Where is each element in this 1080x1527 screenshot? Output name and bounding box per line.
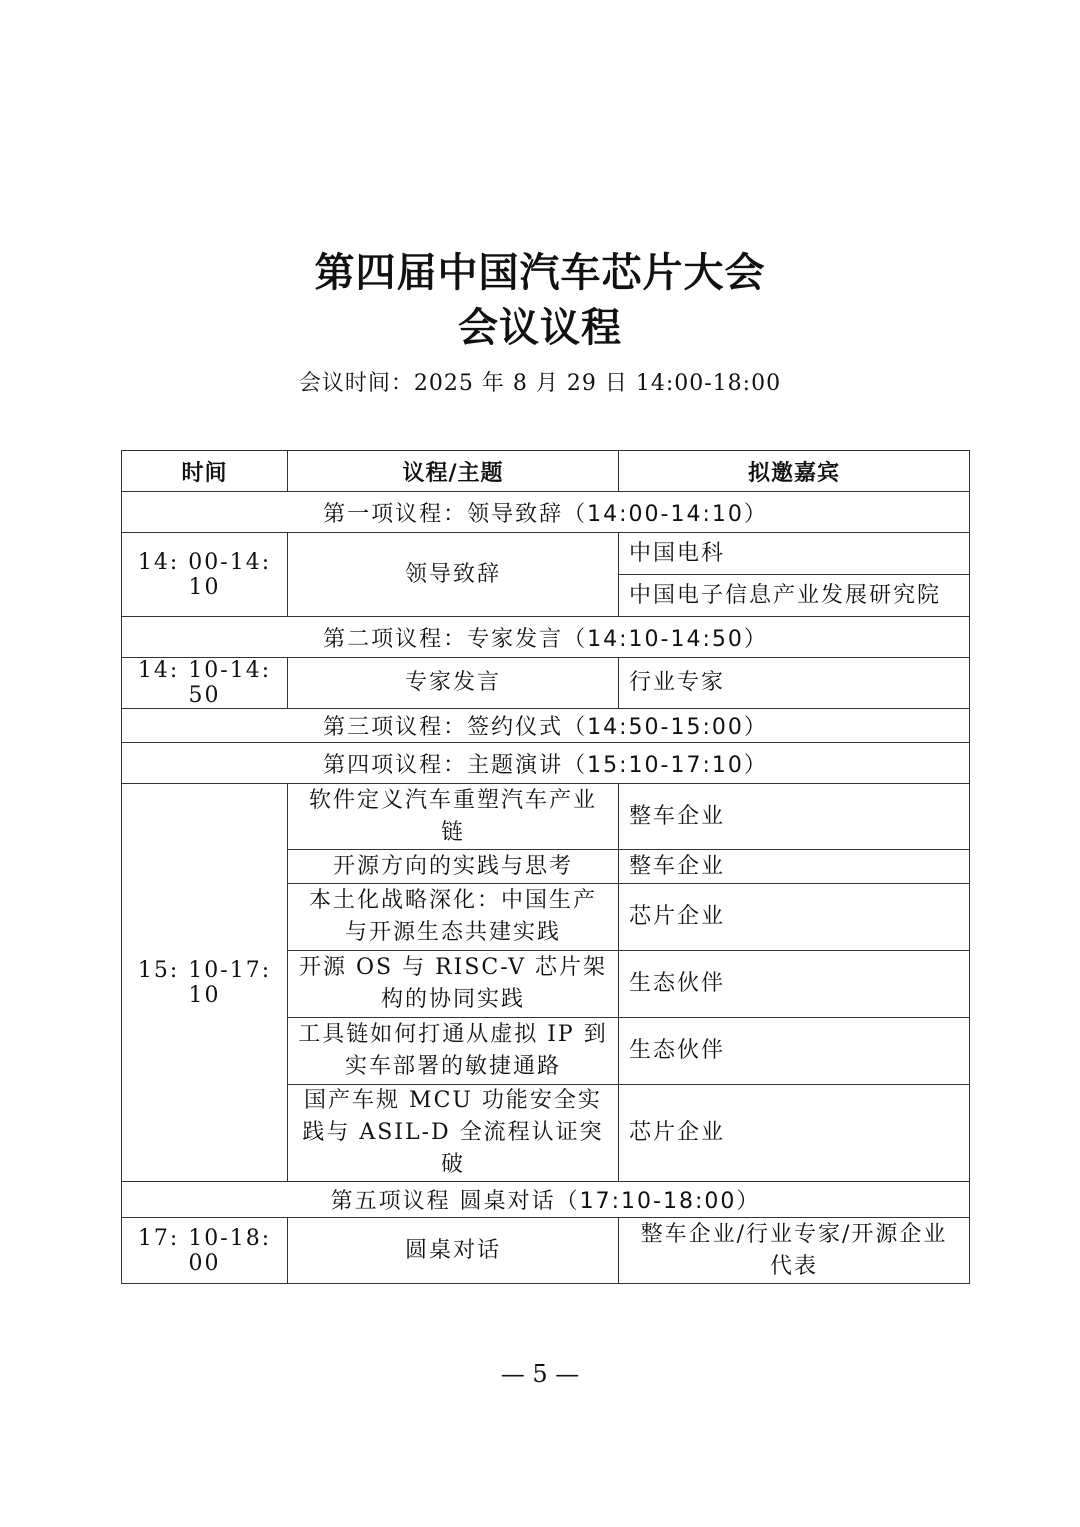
header-topic: 议程/主题 xyxy=(288,451,619,492)
topic-cell: 开源方向的实践与思考 xyxy=(288,850,619,884)
guest-cell: 中国电科 xyxy=(619,533,970,575)
section-1-title: 第一项议程：领导致辞（14:00-14:10） xyxy=(122,492,970,533)
topic-text: 工具链如何打通从虚拟 IP 到实车部署的敏捷通路 xyxy=(298,1022,608,1079)
table-row xyxy=(122,658,970,709)
guest-cell: 芯片企业 xyxy=(619,884,970,951)
table-header-row xyxy=(122,451,970,492)
guest-cell: 整车企业 xyxy=(619,784,970,850)
document-subtitle: 会议议程 xyxy=(458,305,622,351)
section-row xyxy=(122,492,970,533)
topic-cell xyxy=(288,951,619,1018)
guest-cell: 行业专家 xyxy=(619,658,970,709)
topic-cell xyxy=(288,784,619,850)
section-row xyxy=(122,617,970,658)
topic-text: 开源 OS 与 RISC-V 芯片架构的协同实践 xyxy=(299,955,607,1012)
topic-cell xyxy=(288,884,619,951)
topic-cell: 专家发言 xyxy=(288,658,619,709)
section-3-title: 第三项议程：签约仪式（14:50-15:00） xyxy=(122,709,970,743)
time-cell: 14: 00-14: 10 xyxy=(122,533,288,617)
table-row xyxy=(122,533,970,575)
guest-cell xyxy=(619,1218,970,1284)
time-cell: 14: 10-14: 50 xyxy=(122,658,288,709)
document-title: 第四届中国汽车芯片大会 xyxy=(314,250,766,296)
guest-cell: 芯片企业 xyxy=(619,1085,970,1182)
topic-cell: 领导致辞 xyxy=(288,533,619,617)
guest-cell: 生态伙伴 xyxy=(619,1018,970,1085)
header-guests: 拟邀嘉宾 xyxy=(619,451,970,492)
topic-cell: 圆桌对话 xyxy=(288,1218,619,1284)
topic-cell xyxy=(288,1085,619,1182)
topic-text: 软件定义汽车重塑汽车产业链 xyxy=(308,787,597,845)
guest-cell: 生态伙伴 xyxy=(619,951,970,1018)
section-2-title: 第二项议程：专家发言（14:10-14:50） xyxy=(122,617,970,658)
header-time: 时间 xyxy=(122,451,288,492)
topic-text: 国产车规 MCU 功能安全实践与 ASIL-D 全流程认证突破 xyxy=(302,1088,604,1177)
section-4-title: 第四项议程：主题演讲（15:10-17:10） xyxy=(122,743,970,784)
topic-text: 本土化战略深化：中国生产与开源生态共建实践 xyxy=(308,888,597,945)
section-row xyxy=(122,1182,970,1218)
section-5-title: 第五项议程 圆桌对话（17:10-18:00） xyxy=(122,1182,970,1218)
guest-cell: 中国电子信息产业发展研究院 xyxy=(619,575,970,617)
table-row xyxy=(122,1218,970,1284)
topic-cell xyxy=(288,1018,619,1085)
time-cell: 17: 10-18: 00 xyxy=(122,1218,288,1284)
time-cell: 15: 10-17: 10 xyxy=(122,784,288,1182)
section-row xyxy=(122,743,970,784)
agenda-table xyxy=(121,450,970,1284)
guest-text: 整车企业/行业专家/开源企业代表 xyxy=(640,1221,948,1279)
meeting-time: 会议时间：2025 年 8 月 29 日 14:00-18:00 xyxy=(298,371,782,396)
guest-cell: 整车企业 xyxy=(619,850,970,884)
table-row xyxy=(122,784,970,850)
page-number: — 5 — xyxy=(500,1360,580,1388)
section-row xyxy=(122,709,970,743)
